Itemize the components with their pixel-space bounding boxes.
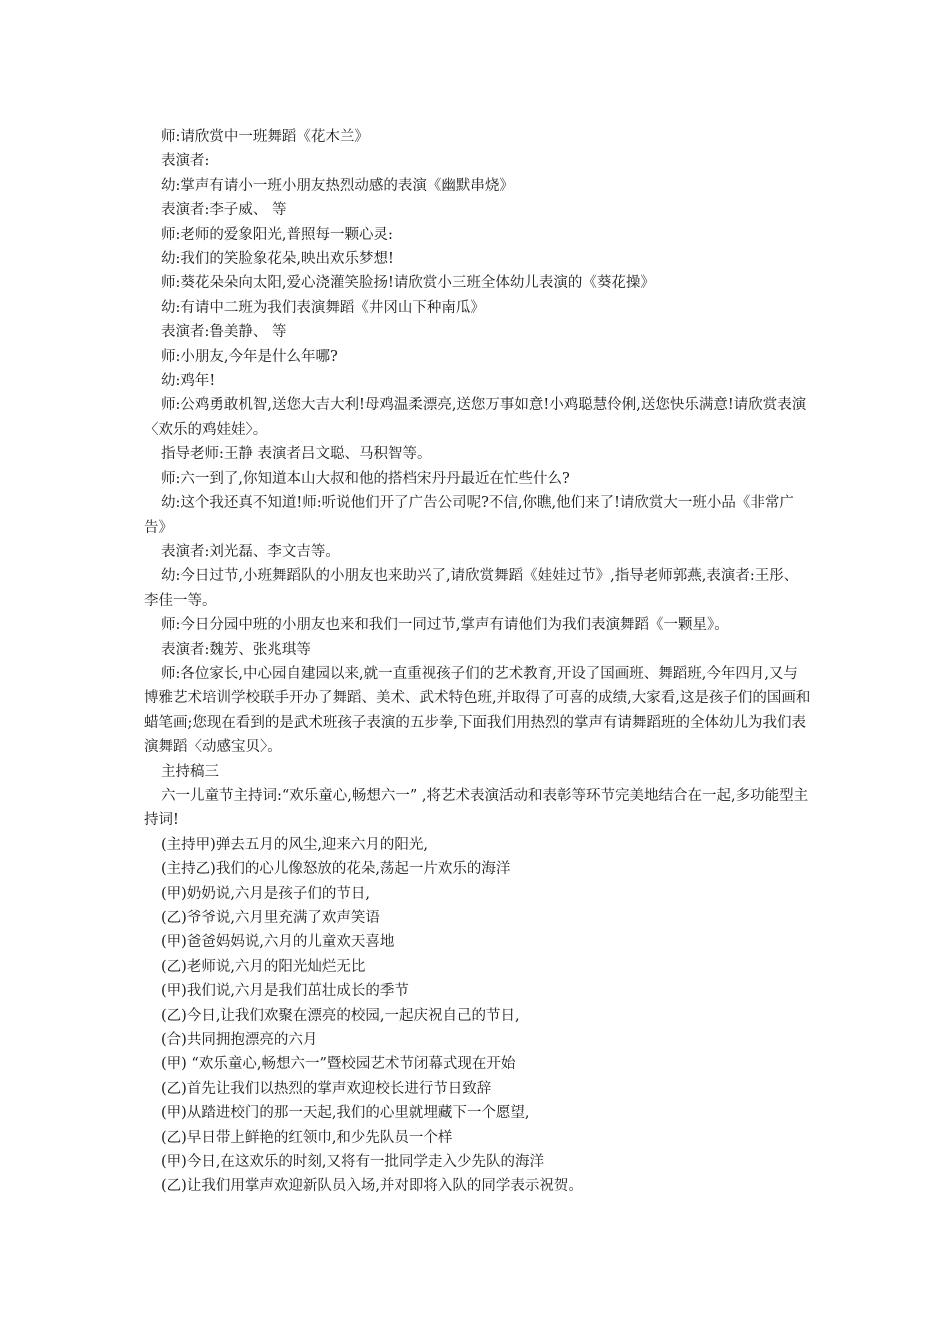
paragraph: 幼:掌声有请小一班小朋友热烈动感的表演《幽默串烧》 xyxy=(161,177,514,194)
paragraph: 师:小朋友,今年是什么年哪? xyxy=(161,348,338,365)
section-heading: 主持稿三 xyxy=(161,763,219,780)
paragraph: 师:今日分园中班的小朋友也来和我们一同过节,掌声有请他们为我们表演舞蹈《一颗星》。 xyxy=(161,617,729,634)
paragraph: (甲)爸爸妈妈说,六月的儿童欢天喜地 xyxy=(161,934,395,951)
paragraph: (乙)早日带上鲜艳的红领巾,和少先队员一个样 xyxy=(161,1129,453,1146)
paragraph: 表演者:鲁美静、 等 xyxy=(161,324,287,341)
paragraph: 表演者: xyxy=(161,153,210,170)
paragraph: (乙)爷爷说,六月里充满了欢声笑语 xyxy=(161,910,380,926)
paragraph: (甲)今日,在这欢乐的时刻,又将有一批同学走入少先队的海洋 xyxy=(161,1154,545,1171)
paragraph: 幼:今日过节,小班舞蹈队的小朋友也来助兴了,请欣赏舞蹈《娃娃过节》,指导老师郭燕,表演者:王彤、李佳一等。 xyxy=(144,568,799,609)
paragraph: (乙)首先让我们以热烈的掌声欢迎校长进行节日致辞 xyxy=(161,1080,492,1097)
paragraph: 师:公鸡勇敢机智,送您大吉大利!母鸡温柔漂亮,送您万事如意!小鸡聪慧伶俐,送您快乐满意!请欣赏表演〈欢乐的鸡娃娃〉。 xyxy=(144,397,807,438)
paragraph: 师:六一到了,你知道本山大叔和他的搭档宋丹丹最近在忙些什么? xyxy=(161,470,570,487)
paragraph: 表演者:魏芳、张兆琪等 xyxy=(161,641,311,658)
paragraph: 幼:鸡年! xyxy=(161,373,216,390)
paragraph: 幼:有请中二班为我们表演舞蹈《井冈山下种南瓜》 xyxy=(161,299,485,316)
paragraph: (甲)从踏进校门的那一天起,我们的心里就埋藏下一个愿望, xyxy=(161,1105,530,1122)
document-body xyxy=(144,125,812,1199)
paragraph: (主持甲)弹去五月的风尘,迎来六月的阳光, xyxy=(161,836,429,853)
paragraph: 表演者:刘光磊、李文吉等。 xyxy=(161,543,340,560)
paragraph: 幼:这个我还真不知道!师:听说他们开了广告公司呢?不信,你瞧,他们来了!请欣赏大一班小品《非常广告》 xyxy=(144,495,794,536)
paragraph: 表演者:李子威、 等 xyxy=(161,202,287,219)
paragraph: 师:老师的爱象阳光,普照每一颗心灵: xyxy=(161,226,393,243)
paragraph: 师:请欣赏中一班舞蹈《花木兰》 xyxy=(161,129,369,145)
paragraph: 师:葵花朵朵向太阳,爱心浇灌笑脸扬!请欣赏小三班全体幼儿表演的《葵花操》 xyxy=(161,275,655,292)
paragraph: (主持乙)我们的心儿像怒放的花朵,荡起一片欢乐的海洋 xyxy=(161,861,511,878)
paragraph: (甲) “欢乐童心,畅想六一”暨校园艺术节闭幕式现在开始 xyxy=(161,1056,516,1073)
paragraph: 幼:我们的笑脸象花朵,映出欢乐梦想! xyxy=(161,251,394,268)
paragraph: (甲)奶奶说,六月是孩子们的节日, xyxy=(161,885,371,902)
paragraph: 六一儿童节主持词:“欢乐童心,畅想六一” ,将艺术表演活动和表彰等环节完美地结合在一起,多功能型主持词! xyxy=(144,787,809,829)
paragraph: (甲)我们说,六月是我们茁壮成长的季节 xyxy=(161,983,409,1000)
paragraph: (乙)老师说,六月的阳光灿烂无比 xyxy=(161,958,366,975)
paragraph: (合)共同拥抱漂亮的六月 xyxy=(161,1032,318,1049)
paragraph: (乙)今日,让我们欢聚在漂亮的校园,一起庆祝自己的节日, xyxy=(161,1007,520,1024)
paragraph: 师:各位家长,中心园自建园以来,就一直重视孩子们的艺术教育,开设了国画班、舞蹈班,今年四月,又与博雅艺术培训学校联手开办了舞蹈、美术、武术特色班,并取得了可喜的成绩,大家看,这是孩子们的国画和蜡笔画;您现在看到的是武术班孩子表演的五步拳,下面我们用热烈的掌声有请舞蹈班的全体幼儿为我们表演舞蹈〈动感宝贝〉。 xyxy=(144,665,811,756)
paragraph: 指导老师:王静 表演者吕文聪、马积智等。 xyxy=(161,446,432,463)
paragraph: (乙)让我们用掌声欢迎新队员入场,并对即将入队的同学表示祝贺。 xyxy=(161,1178,583,1195)
